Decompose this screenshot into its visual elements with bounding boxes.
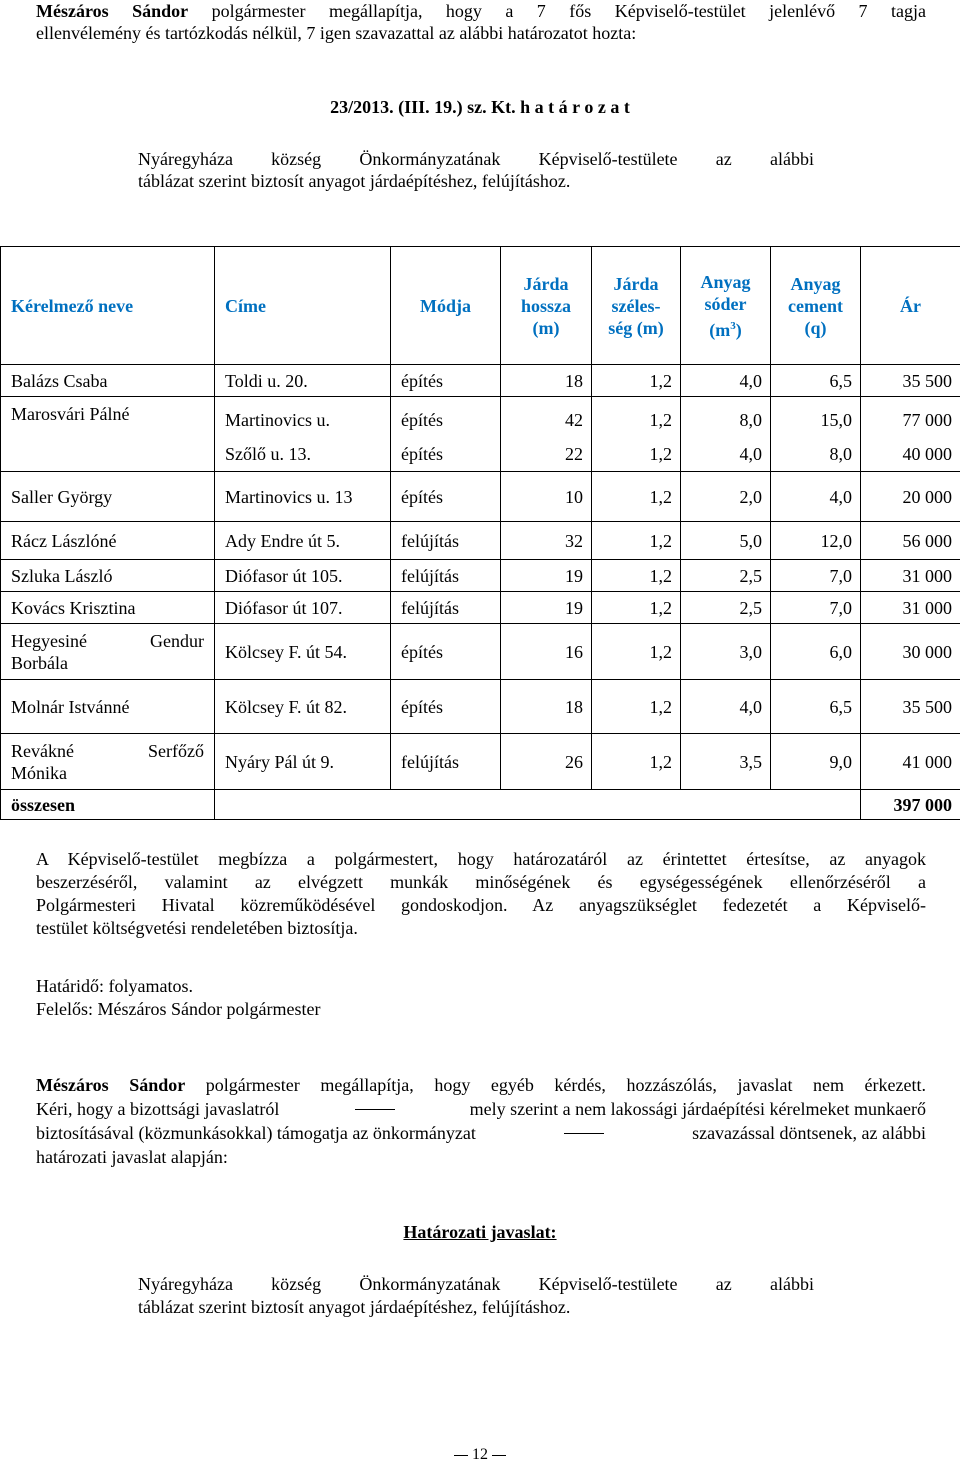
cell-width: 1,2 — [592, 734, 681, 790]
total-value: 397 000 — [861, 790, 960, 820]
price-line: 40 000 — [902, 444, 952, 464]
commission-line: beszerzéséről, valamint az elvégzett munkák minőségének és egységességének ellenőrzéséről a — [36, 872, 926, 892]
page-dash-left — [454, 1455, 468, 1456]
table-row — [1, 592, 960, 624]
name-part: Revákné — [11, 740, 74, 761]
resolution-text-2: táblázat szerint biztosít anyagot járdaépítéshez, felújításhoz. — [138, 171, 571, 191]
cell-price: 56 000 — [861, 522, 960, 560]
cell-mode: építés — [391, 365, 501, 397]
cell-sand: 4,0 — [681, 365, 771, 397]
price-line: 77 000 — [902, 410, 952, 430]
name-line: Mónika — [11, 762, 67, 783]
cell-mode — [391, 397, 501, 472]
cell-length — [501, 397, 592, 472]
sand-line: 8,0 — [739, 410, 762, 430]
cell-address: Kölcsey F. út 54. — [215, 624, 391, 680]
material-table — [0, 246, 960, 820]
table-header-row — [1, 247, 960, 365]
cell-mode: építés — [391, 680, 501, 734]
cell-length: 16 — [501, 624, 592, 680]
cell-mode: felújítás — [391, 560, 501, 592]
mode-line: építés — [401, 444, 443, 464]
cell-length: 18 — [501, 365, 592, 397]
cell-mode: felújítás — [391, 734, 501, 790]
length-line: 22 — [565, 444, 583, 464]
width-line: 1,2 — [649, 444, 672, 464]
name-line: Borbála — [11, 652, 68, 673]
commission-line: testület költségvetési rendeletében biztosítja. — [36, 918, 358, 938]
cell-length: 10 — [501, 472, 592, 522]
intro-name: Mészáros Sándor — [36, 1, 189, 21]
cell-price: 20 000 — [861, 472, 960, 522]
cell-sand: 2,0 — [681, 472, 771, 522]
length-line: 42 — [565, 410, 583, 430]
closing-text: polgármester megállapítja, hogy egyéb kérdés, hozzászólás, javaslat nem érkezett. — [205, 1075, 927, 1095]
cell-width: 1,2 — [592, 592, 681, 624]
table-row — [1, 680, 960, 734]
cell-cement: 6,0 — [771, 624, 861, 680]
intro-text: polgármester megállapítja, hogy a 7 fős Képviselő-testület jelenlévő 7 tagja — [211, 1, 926, 21]
cell-width — [592, 397, 681, 472]
total-label: összesen — [1, 790, 215, 820]
proposal-text-1: Nyáregyháza község Önkormányzatának Képviselő-testülete az alábbi — [138, 1274, 814, 1294]
cell-width: 1,2 — [592, 624, 681, 680]
closing-line: határozati javaslat alapján: — [36, 1147, 228, 1167]
cell-width: 1,2 — [592, 365, 681, 397]
cell-mode: építés — [391, 624, 501, 680]
cell-cement: 7,0 — [771, 560, 861, 592]
header-length: Járda hossza (m) — [501, 247, 592, 365]
cell-cement: 9,0 — [771, 734, 861, 790]
cell-price: 35 500 — [861, 365, 960, 397]
cell-price: 31 000 — [861, 560, 960, 592]
mode-line: építés — [401, 410, 443, 430]
commission-paragraph — [36, 848, 926, 940]
table-row — [1, 560, 960, 592]
deadline: Határidő: folyamatos. — [36, 976, 193, 996]
responsible: Felelős: Mészáros Sándor polgármester — [36, 999, 321, 1019]
table-row — [1, 397, 960, 472]
cell-mode: építés — [391, 472, 501, 522]
cell-cement: 6,5 — [771, 365, 861, 397]
header-sand: Anyag sóder $(m^3)$ — [681, 247, 771, 365]
cell-address: Toldi u. 20. — [215, 365, 391, 397]
name-part: Serfőző — [148, 740, 204, 761]
cell-address: Nyáry Pál út 9. — [215, 734, 391, 790]
page-dash-right — [492, 1455, 506, 1456]
cell-sand: 2,5 — [681, 560, 771, 592]
cell-name: Marosvári Pálné — [1, 397, 215, 472]
name-line — [11, 630, 204, 652]
dash-divider — [355, 1109, 395, 1110]
resolution-heading — [0, 97, 960, 118]
resolution-number: 23/2013. (III. 19.) sz. Kt. — [330, 97, 516, 117]
header-name: Kérelmező neve — [1, 247, 215, 365]
cell-length: 26 — [501, 734, 592, 790]
header-cement: Anyag cement (q) — [771, 247, 861, 365]
name-part: Hegyesiné — [11, 630, 87, 651]
cell-name: Molnár Istvánné — [1, 680, 215, 734]
cell-width: 1,2 — [592, 522, 681, 560]
cell-name — [1, 624, 215, 680]
cell-cement: 4,0 — [771, 472, 861, 522]
header-price: Ár — [861, 247, 960, 365]
closing-text: szavazással döntsenek, az alábbi — [692, 1123, 926, 1143]
cell-width: 1,2 — [592, 560, 681, 592]
cement-line: 15,0 — [820, 410, 852, 430]
resolution-word: h a t á r o z a t — [520, 97, 630, 117]
cell-price: 31 000 — [861, 592, 960, 624]
cell-sand — [681, 397, 771, 472]
cell-sand: 4,0 — [681, 680, 771, 734]
address-line: Martinovics u. — [225, 410, 330, 430]
cell-mode: felújítás — [391, 522, 501, 560]
cell-address — [215, 397, 391, 472]
closing-line — [36, 1121, 926, 1145]
proposal-title: Határozati javaslat: — [403, 1222, 557, 1242]
cell-address: Diófasor út 107. — [215, 592, 391, 624]
intro-line-1 — [36, 0, 926, 22]
intro-line-2: ellenvélemény és tartózkodás nélkül, 7 igen szavazattal az alábbi határozatot hozta: — [36, 23, 637, 43]
cell-name: Kovács Krisztina — [1, 592, 215, 624]
cell-length: 18 — [501, 680, 592, 734]
cell-address: Kölcsey F. út 82. — [215, 680, 391, 734]
cell-address: Diófasor út 105. — [215, 560, 391, 592]
cell-sand: 3,5 — [681, 734, 771, 790]
closing-name: Mészáros Sándor — [36, 1075, 186, 1095]
closing-text: Kéri, hogy a bizottsági javaslatról — [36, 1099, 280, 1119]
cell-sand: 2,5 — [681, 592, 771, 624]
address-line: Szőlő u. 13. — [225, 444, 312, 464]
cell-name: Szluka László — [1, 560, 215, 592]
cell-cement: 12,0 — [771, 522, 861, 560]
cell-length: 19 — [501, 560, 592, 592]
width-line: 1,2 — [649, 410, 672, 430]
dash-divider — [564, 1133, 604, 1134]
name-line — [11, 740, 204, 762]
cell-mode: felújítás — [391, 592, 501, 624]
cell-width: 1,2 — [592, 680, 681, 734]
cell-sand: 3,0 — [681, 624, 771, 680]
proposal-text-2: táblázat szerint biztosít anyagot járdaépítéshez, felújításhoz. — [138, 1297, 571, 1317]
header-mode: Módja — [391, 247, 501, 365]
cell-cement — [771, 397, 861, 472]
table-row — [1, 365, 960, 397]
header-address: Címe — [215, 247, 391, 365]
commission-line: Polgármesteri Hivatal közreműködésével gondoskodjon. Az anyagszükséglet fedezetét a Képviselő- — [36, 895, 926, 915]
page-number — [440, 1446, 520, 1464]
sand-line: 4,0 — [739, 444, 762, 464]
closing-line — [36, 1097, 926, 1121]
commission-line: A Képviselő-testület megbízza a polgármestert, hogy határozatáról az érintettet értesítse, az anyagok — [36, 849, 926, 869]
cell-length: 32 — [501, 522, 592, 560]
closing-paragraph — [36, 1073, 926, 1169]
cell-cement: 6,5 — [771, 680, 861, 734]
cell-cement: 7,0 — [771, 592, 861, 624]
cement-line: 8,0 — [829, 444, 852, 464]
page-number-text: 12 — [472, 1446, 488, 1463]
total-spacer — [215, 790, 861, 820]
name-part: Gendur — [150, 630, 204, 651]
table-row — [1, 522, 960, 560]
cell-sand: 5,0 — [681, 522, 771, 560]
closing-text: mely szerint a nem lakossági járdaépítési kérelmeket munkaerő — [469, 1099, 926, 1119]
cell-name — [1, 734, 215, 790]
cell-length: 19 — [501, 592, 592, 624]
resolution-text-1: Nyáregyháza község Önkormányzatának Képviselő-testülete az alábbi — [138, 149, 814, 169]
cell-address: Ady Endre út 5. — [215, 522, 391, 560]
closing-line — [36, 1073, 926, 1097]
header-width: Járda széles- ség (m) — [592, 247, 681, 365]
table-row — [1, 624, 960, 680]
cell-name: Balázs Csaba — [1, 365, 215, 397]
closing-text: biztosításával (közmunkásokkal) támogatja az önkormányzat — [36, 1123, 476, 1143]
table-total-row — [1, 790, 960, 820]
cell-price: 35 500 — [861, 680, 960, 734]
cell-price: 41 000 — [861, 734, 960, 790]
table-row — [1, 472, 960, 522]
cell-name: Rácz Lászlóné — [1, 522, 215, 560]
cell-width: 1,2 — [592, 472, 681, 522]
cell-name: Saller György — [1, 472, 215, 522]
cell-price — [861, 397, 960, 472]
table-row — [1, 734, 960, 790]
cell-address: Martinovics u. 13 — [215, 472, 391, 522]
cell-price: 30 000 — [861, 624, 960, 680]
